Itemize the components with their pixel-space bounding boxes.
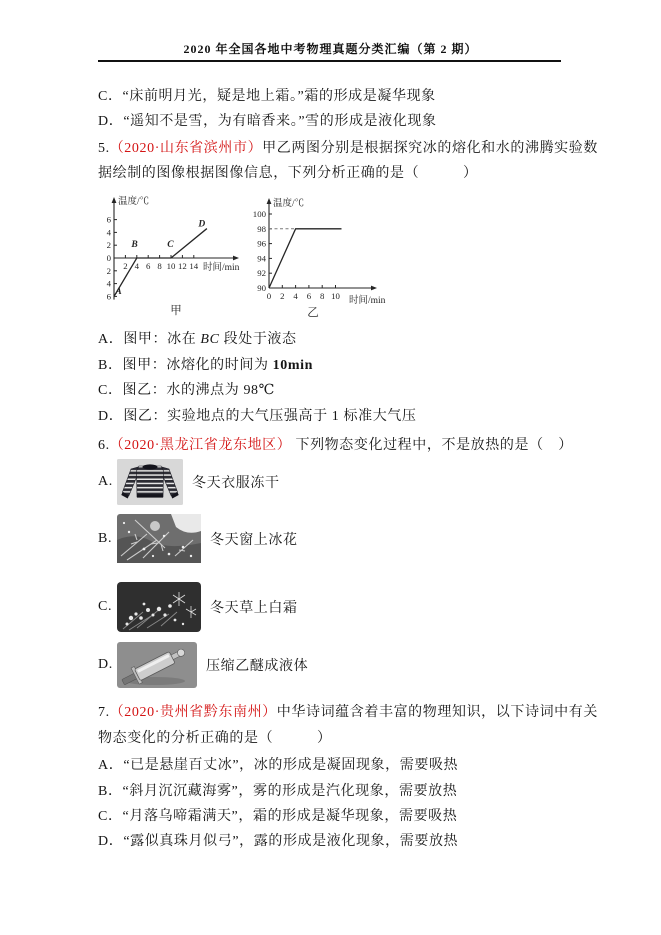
- option-letter: A.: [98, 474, 113, 489]
- prev-option-c: [98, 88, 436, 105]
- x-tick-label: 14: [189, 261, 199, 271]
- q6-source: （2020·黑龙江省龙东地区）: [109, 438, 292, 453]
- q7-stem-line2: [98, 730, 332, 747]
- option-letter: C．: [98, 383, 123, 398]
- q5-stem-line1: [98, 140, 598, 157]
- y-tick-label: 92: [257, 268, 266, 279]
- option-caption: 压缩乙醚成液体: [206, 659, 309, 674]
- option-letter: B.: [98, 530, 113, 546]
- option-letter: A．: [98, 758, 124, 773]
- option-text: “露似真珠月似弓”，露的形成是液化现象，需要放热: [123, 834, 459, 849]
- q7-stem-text: 中华诗词蕴含着丰富的物理知识，以下诗词中有关: [276, 705, 598, 720]
- y-tick-label: 98: [257, 223, 266, 234]
- y-tick-label: 6: [106, 291, 111, 302]
- option-text: “床前明月光，疑是地上霜。”霜的形成是凝华现象: [122, 89, 436, 104]
- y-tick-label: 4: [106, 227, 111, 238]
- option-text: 图甲：冰熔化的时间为: [122, 358, 273, 373]
- option-letter: B．: [98, 784, 123, 799]
- option-text: “遥知不是雪，为有暗香来。”雪的形成是液化现象: [123, 114, 437, 129]
- q6-stem-text: 下列物态变化过程中，不是放热的是（ ）: [291, 438, 573, 453]
- point-label-D: D: [198, 219, 206, 230]
- q5-source: （2020·山东省滨州市）: [109, 141, 263, 156]
- option-text: “斜月沉沉藏海雾”，雾的形成是汽化现象，需要放热: [122, 784, 458, 799]
- x-axis-arrow: [233, 256, 239, 261]
- q5-option-c: [98, 382, 275, 399]
- y-tick-label: 0: [106, 253, 111, 263]
- y-axis-title: 温度/℃: [118, 197, 150, 207]
- sweater-photo: [117, 459, 183, 505]
- option-text: 段处于液态: [219, 332, 297, 347]
- option-letter: C．: [98, 89, 123, 104]
- q5-stem-text: 甲乙两图分别是根据探究冰的熔化和水的沸腾实验数: [262, 141, 598, 156]
- header-rule: [98, 60, 561, 62]
- q5-option-a: [98, 331, 297, 348]
- x-tick-label: 10: [331, 291, 340, 301]
- y-axis-arrow: [267, 198, 272, 204]
- q7-source: （2020·贵州省黔东南州）: [109, 705, 277, 720]
- x-axis-title: 时间/min: [349, 296, 386, 306]
- frost-on-grass-photo: [117, 582, 201, 632]
- y-tick-label: 4: [106, 278, 111, 289]
- y-tick-label: 100: [252, 209, 266, 219]
- option-letter: C．: [98, 809, 123, 824]
- y-tick-label: 94: [257, 253, 266, 264]
- y-tick-label: 6: [106, 214, 111, 225]
- q7-option-a: [98, 757, 458, 774]
- y-axis-title: 温度/℃: [273, 199, 305, 209]
- x-tick-label: 12: [178, 261, 187, 271]
- figure-label: 乙: [307, 307, 319, 319]
- q7-number: 7.: [98, 705, 110, 720]
- x-tick-label: 6: [145, 261, 151, 271]
- x-tick-label: 2: [123, 261, 128, 271]
- option-text: “月落乌啼霜满天”，霜的形成是凝华现象，需要吸热: [122, 809, 458, 824]
- q6-option-d: [98, 642, 308, 688]
- option-text: 图甲：冰在: [123, 332, 201, 347]
- window-ice-flowers-photo: [117, 514, 201, 563]
- point-label-A: A: [115, 286, 122, 297]
- q7-stem-line1: [98, 704, 598, 721]
- x-tick-label: 8: [157, 261, 162, 271]
- y-tick-label: 2: [106, 240, 111, 251]
- option-caption: 冬天衣服冻干: [192, 476, 280, 491]
- x-tick-label: 0: [266, 291, 272, 301]
- option-letter: D.: [98, 657, 113, 672]
- option-caption: 冬天草上白霜: [210, 601, 298, 616]
- water-boiling-graph-yi: [248, 193, 426, 329]
- x-tick-label: 8: [319, 291, 325, 301]
- x-tick-label: 2: [280, 291, 285, 301]
- q7-option-c: [98, 808, 457, 825]
- figure-label: 甲: [170, 305, 182, 317]
- option-letter: D．: [98, 114, 124, 129]
- q5-stem-line2: [98, 165, 478, 182]
- segment-bc-italic: BC: [200, 332, 220, 347]
- q7-stem-text2: 物态变化的分析正确的是（ ）: [98, 731, 332, 746]
- point-label-C: C: [167, 240, 174, 251]
- option-letter: B．: [98, 358, 123, 373]
- y-tick-label: 2: [106, 265, 111, 276]
- y-tick-label: 96: [257, 238, 266, 249]
- q5-number: 5.: [98, 141, 110, 156]
- q7-option-b: [98, 783, 457, 800]
- q5-option-d: [98, 408, 417, 425]
- q5-stem-text2: 据绘制的图像根据图像信息，下列分析正确的是（ ）: [98, 166, 478, 181]
- option-text: 图乙：实验地点的大气压强高于 1 标准大气压: [123, 409, 417, 424]
- option-caption: 冬天窗上冰花: [210, 532, 298, 548]
- temperature-curve: [269, 229, 341, 288]
- option-letter: C.: [98, 599, 113, 614]
- x-axis-title: 时间/min: [203, 263, 240, 273]
- option-letter: A．: [98, 332, 124, 347]
- y-axis-arrow: [112, 197, 117, 203]
- x-axis-arrow: [371, 286, 377, 291]
- option-text: “已是悬崖百丈冰”，冰的形成是凝固现象，需要吸热: [123, 758, 459, 773]
- q5-option-b: [98, 357, 313, 374]
- option-letter: D．: [98, 834, 124, 849]
- q6-option-b: [98, 514, 298, 563]
- prev-option-d: [98, 113, 437, 130]
- page-title: 2020 年全国各地中考物理真题分类汇编（第 2 期）: [183, 42, 478, 56]
- x-tick-label: 10: [166, 261, 176, 271]
- bold-10min: 10min: [272, 358, 313, 373]
- point-label-B: B: [131, 240, 138, 251]
- x-tick-label: 6: [306, 291, 312, 301]
- q6-option-c: [98, 582, 298, 632]
- q6-number: 6.: [98, 438, 110, 453]
- x-tick-label: 4: [134, 261, 140, 271]
- option-letter: D．: [98, 409, 124, 424]
- q6-option-a: [98, 459, 280, 505]
- q6-stem: [98, 437, 573, 454]
- x-tick-label: 4: [293, 291, 298, 301]
- q7-option-d: [98, 833, 458, 850]
- y-tick-label: 90: [257, 283, 266, 293]
- ice-melting-graph-jia: [88, 193, 253, 319]
- ether-syringe-photo: [117, 642, 197, 688]
- option-text: 图乙：水的沸点为 98℃: [122, 383, 275, 398]
